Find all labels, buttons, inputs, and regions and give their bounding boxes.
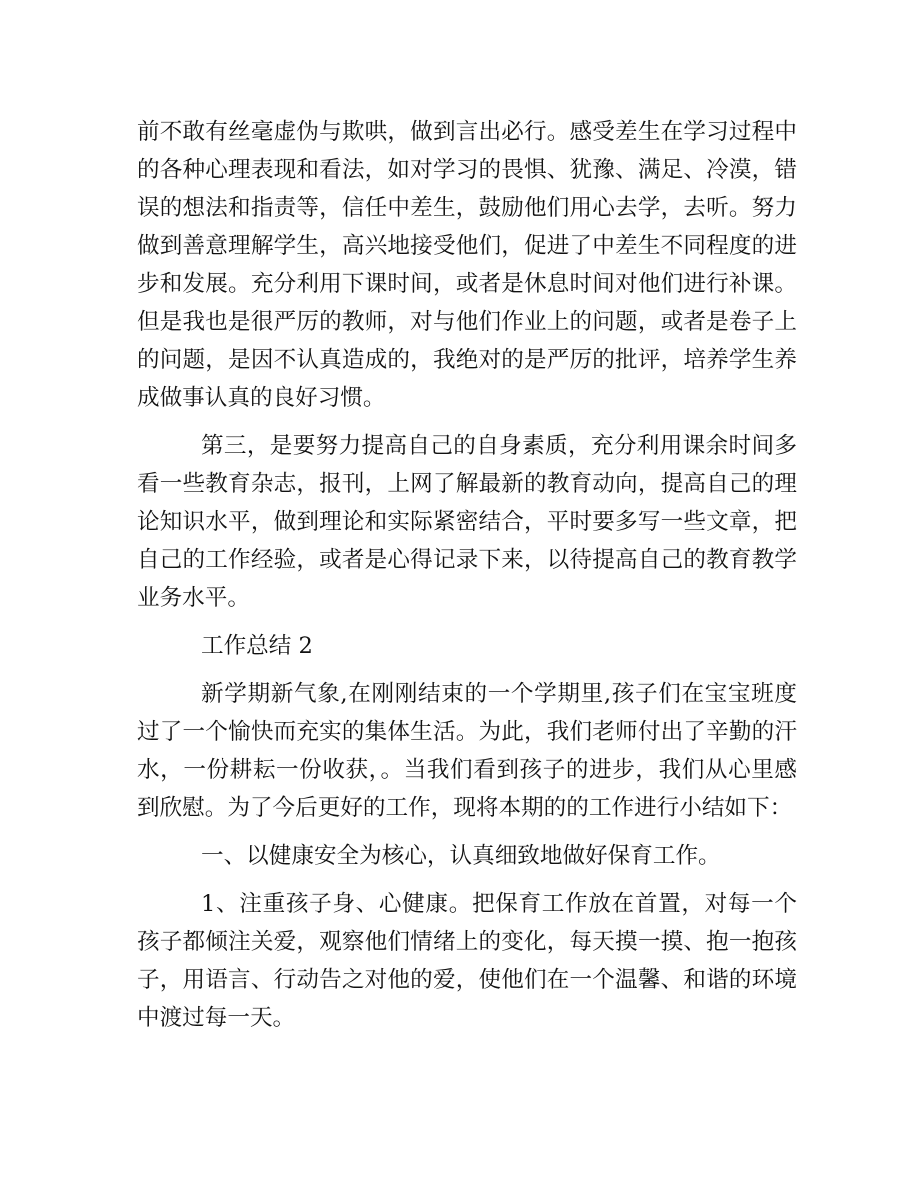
subheading-health-safety: 一、以健康安全为核心，认真细致地做好保育工作。 bbox=[201, 843, 721, 869]
document-body bbox=[137, 113, 797, 1047]
paragraph-third-point: 第三，是要努力提高自己的自身素质，充分利用课余时间多看一些教育杂志，报刊，上网了解最新的教育动向，提高自己的理论知识水平，做到理论和实际紧密结合，平时要多写一些文章，把自己的工作经验，或者是心得记录下来，以待提高自己的教育教学业务水平。 bbox=[137, 433, 797, 611]
paragraph-item-1: 1、注重孩子身、心健康。把保育工作放在首置，对每一个孩子都倾注关爱，观察他们情绪上的变化，每天摸一摸、抱一抱孩子，用语言、行动告之对他的爱，使他们在一个温馨、和谐的环境中渡过每一天。 bbox=[137, 891, 797, 1031]
paragraph-continuation: 前不敢有丝毫虚伪与欺哄，做到言出必行。感受差生在学习过程中的各种心理表现和看法，如对学习的畏惧、犹豫、满足、冷漠，错误的想法和指责等，信任中差生，鼓励他们用心去学，去听。努力做到善意理解学生，高兴地接受他们，促进了中差生不同程度的进步和发展。充分利用下课时间，或者是休息时间对他们进行补课。但是我也是很严厉的教师，对与他们作业上的问题，或者是卷子上的问题，是因不认真造成的，我绝对的是严厉的批评，培养学生养成做事认真的良好习惯。 bbox=[137, 119, 797, 411]
section-heading: 工作总结 2 bbox=[201, 633, 313, 659]
paragraph-intro: 新学期新气象,在刚刚结束的一个学期里,孩子们在宝宝班度过了一个愉快而充实的集体生活。为此，我们老师付出了辛勤的汗水，一份耕耘一份收获，。当我们看到孩子的进步，我们从心里感到欣慰。为了今后更好的工作，现将本期的的工作进行小结如下： bbox=[137, 681, 797, 821]
